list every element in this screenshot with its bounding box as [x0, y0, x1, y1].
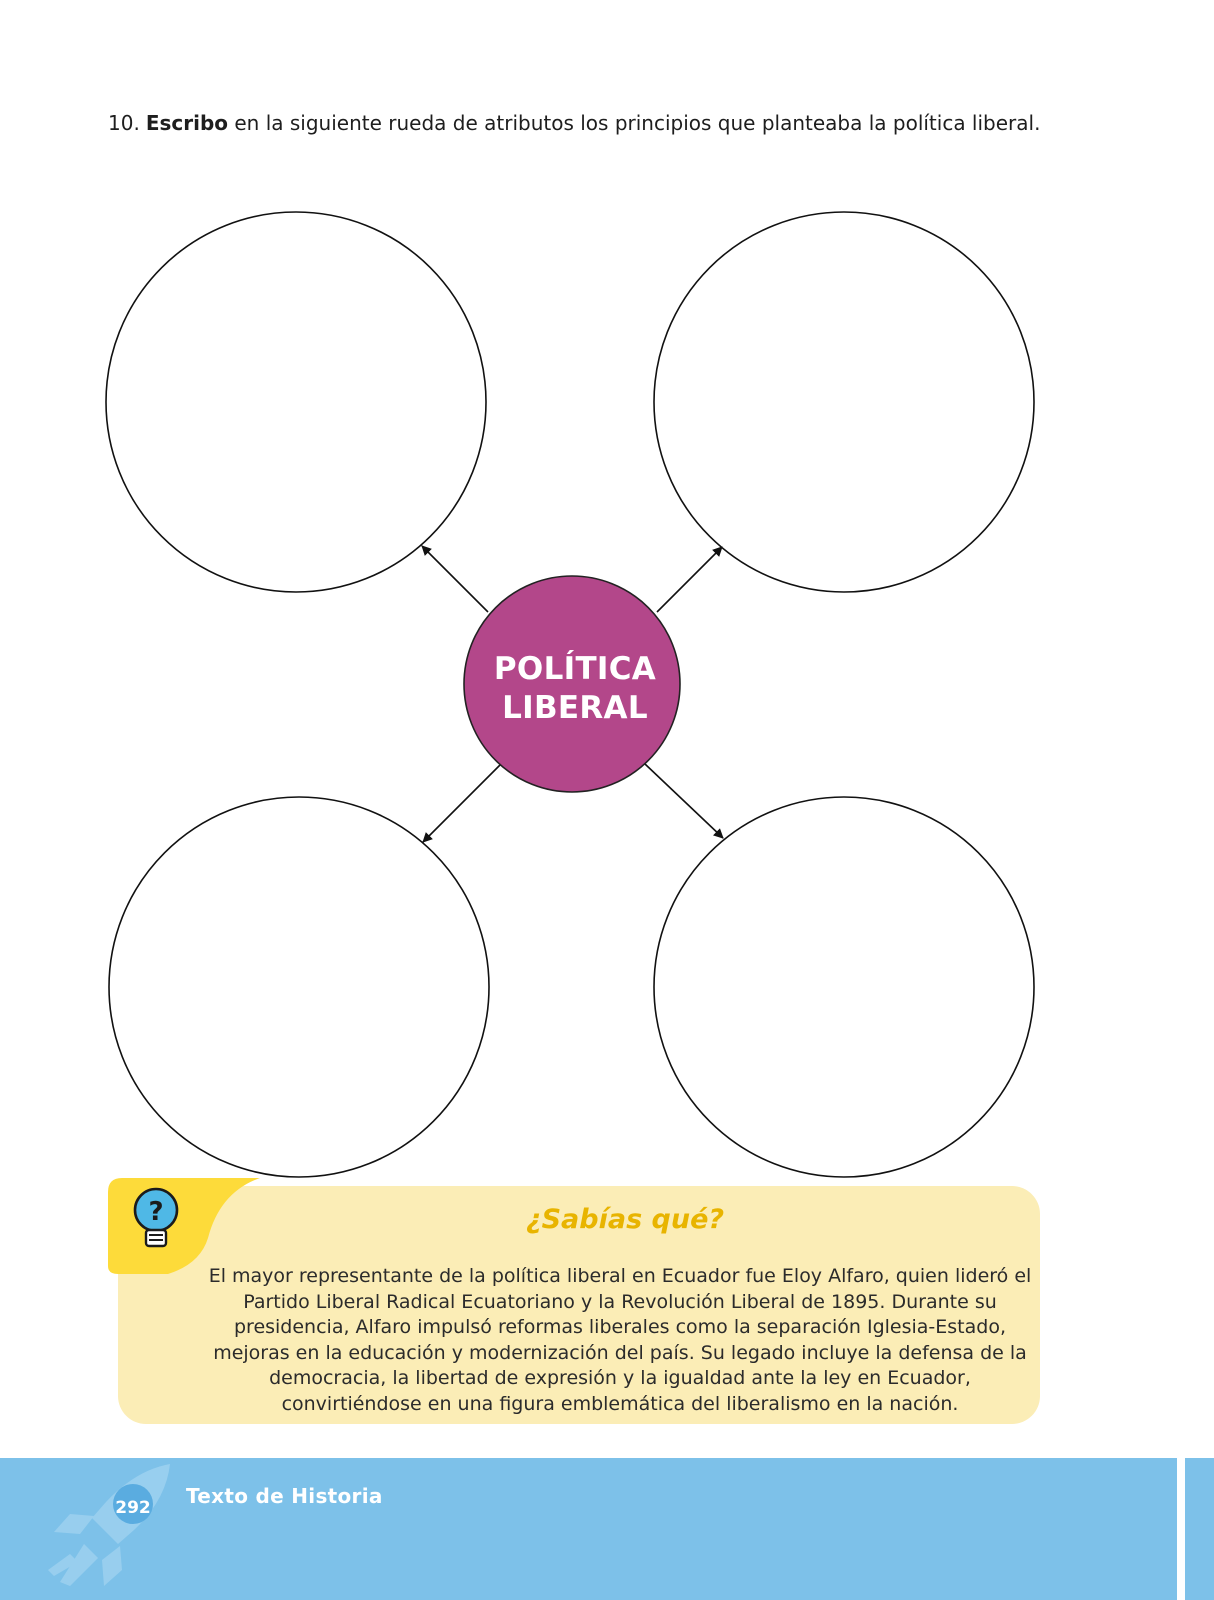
attribute-circle-top-right[interactable] — [654, 212, 1034, 592]
did-you-know-title: ¿Sabías qué? — [525, 1204, 725, 1235]
activity-number: 10. — [108, 111, 140, 135]
center-label-line2: LIBERAL — [502, 690, 648, 726]
instruction-text: en la siguiente rueda de atributos los principios que planteaba la política liberal. — [234, 111, 1041, 135]
center-label-line1: POLÍTICA — [493, 651, 657, 687]
page-number: 292 — [115, 1498, 151, 1518]
arrow-bottom-right — [645, 764, 723, 838]
arrow-top-left — [422, 546, 488, 612]
did-you-know-text: El mayor representante de la política liberal en Ecuador fue Eloy Alfaro, quien lideró el Partido Liberal Radical Ecuatoriano y la Revolución Liberal de 1895. Durante su presidencia, Alfaro impulsó reformas liberales como la separación Iglesia-Estado, mejoras en la educación y modernización del país. Su legado incluye la defensa de la democracia, la libertad de expresión y la igualdad ante la ley en Ecuador, convirtiéndose en una figura emblemática del liberalismo en la nación. — [208, 1265, 1032, 1415]
svg-text:?: ? — [148, 1197, 164, 1227]
attribute-circle-bottom-right[interactable] — [654, 797, 1034, 1177]
arrow-top-right — [657, 547, 722, 612]
book-title: Texto de Historia — [186, 1484, 383, 1508]
footer-stripe — [1177, 1458, 1185, 1600]
center-concept-label — [470, 650, 680, 728]
attribute-circle-top-left[interactable] — [106, 212, 486, 592]
rocket-icon — [40, 1458, 200, 1600]
arrow-bottom-left — [423, 764, 501, 842]
attribute-circle-bottom-left[interactable] — [109, 797, 489, 1177]
instruction-verb: Escribo — [145, 111, 229, 135]
